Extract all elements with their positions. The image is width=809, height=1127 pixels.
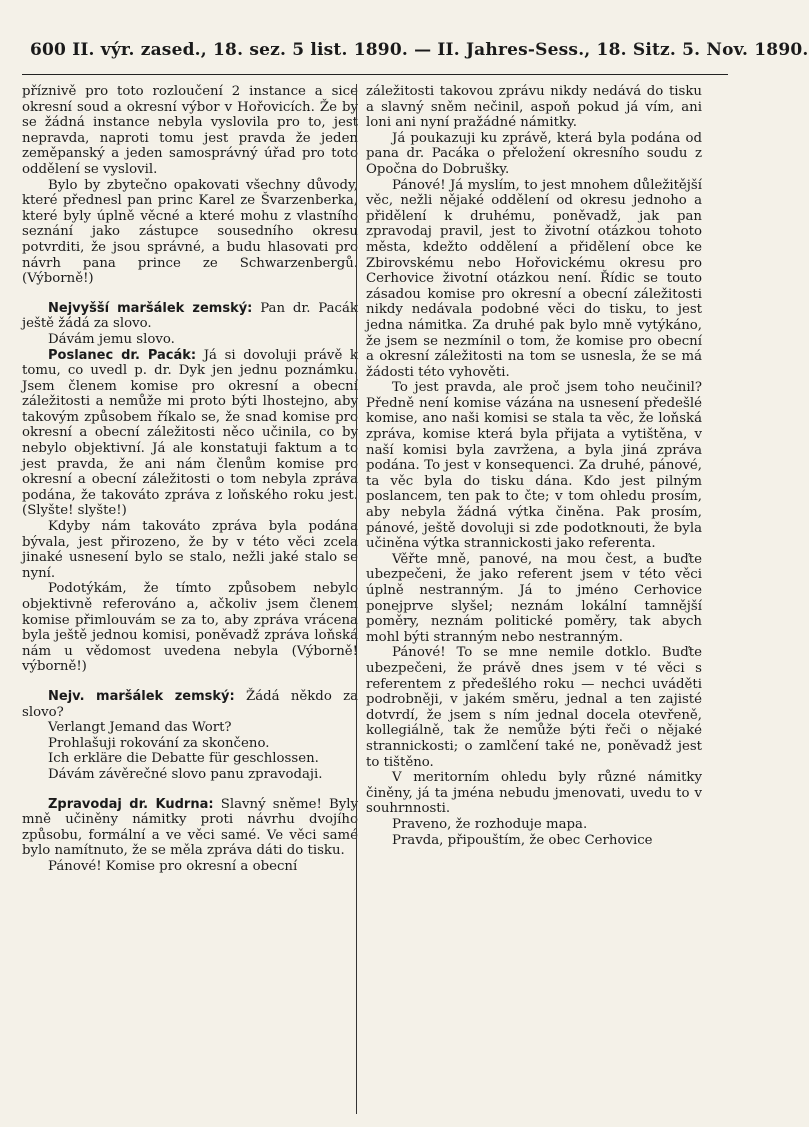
paragraph: Pánové! Já myslím, to jest mnohem důležitější věc, nežli nějaké oddělení od okresu jednoho a přidělení k druhému, poněvadž, jak pan zpravodaj pravil, jest to životní otázkou tohoto města, kdežto oddělení a přidělení obce ke Zbirovskému nebo Hořovickému okresu pro Cerhovice životní otázkou není. Řídic se touto zásadou komise pro okresní a obecní záležitosti nikdy nedávala podobné věci do tisku, to jest jedna námitka. Za druhé pak bylo mně vytýkáno, že jsem se nezmínil o tom, že komise pro obecní a okresní záležitosti na tom se usnesla, že se má žádosti této vyhověti.: [366, 177, 702, 380]
speaker-label: Poslanec dr. Pacák:: [48, 347, 197, 363]
header-rule: [22, 74, 728, 75]
paragraph: Ich erkläre die Debatte für geschlossen.: [48, 751, 319, 767]
speaker-label: Nejvyšší maršálek zemský:: [48, 300, 253, 316]
paragraph: Nejvyšší maršálek zemský: Pan dr. Pacák ještě žádá za slovo.: [22, 300, 358, 332]
paragraph: záležitosti takovou zprávu nikdy nedává do tisku a slavný sněm nečinil, aspoň pokud já vím, ani loni ani nyní pražádné námitky.: [366, 84, 702, 131]
paragraph: Prohlašuji rokování za skončeno.: [48, 735, 270, 751]
paragraph: Já poukazuji ku zprávě, která byla podána od pana dr. Pacáka o přeložení okresního soudu z Opočna do Dobrušky.: [366, 130, 702, 177]
paragraph: příznivě pro toto rozloučení 2 instance a sice okresní soud a okresní výbor v Hořovicích. Že by se žádná instance nebyla vyslovila pro to, jest nepravda, naproti tomu jest pravda že jeden zeměpanský a jeden samosprávný úřad pro toto oddělení se vyslovil.: [22, 84, 358, 177]
paragraph: Pravda, připouštím, že obec Cerhovice: [392, 832, 653, 848]
paragraph: To jest pravda, ale proč jsem toho neučinil? Předně není komise vázána na usnesení předešlé komise, ano naši komisi se stala ta věc, že loňská zpráva, komise která byla přijata a vytištěna, v naší komisi byla zavržena, a byla jiná zpráva podána. To jest v konsequenci. Za druhé, pánové, ta věc byla do tisku dána. Kdo jest pilným poslancem, ten pak to čte; v tom ohledu prosím, aby nebyla žádná výtka činěna. Pak prosím, pánové, ještě dovoluji si zde podotknouti, že byla učiněna výtka strannickosti jako referenta.: [366, 380, 702, 552]
speaker-label: Nejv. maršálek zemský:: [48, 688, 235, 704]
paragraph: Kdyby nám takováto zpráva byla podána bývala, jest přirozeno, že by v této věci zcela jinaké usnesení bylo se stalo, nežli jaké stalo se nyní.: [22, 519, 358, 581]
paragraph: Pánové! Komise pro okresní a obecní: [48, 858, 298, 874]
paragraph: Verlangt Jemand das Wort?: [48, 720, 232, 736]
paragraph: Praveno, že rozhoduje mapa.: [392, 816, 588, 832]
running-header: 600 II. výr. zased., 18. sez. 5 list. 1890. — II. Jahres-Sess., 18. Sitz. 5. Nov. 1890.: [30, 40, 809, 60]
paragraph: Bylo by zbytečno opakovati všechny důvody, které přednesl pan princ Karel ze Švarzenberka, které byly úplně věcné a které mohu z vlastního seznání jako zástupce sousedního okresu potvrditi, že jsou správné, a budu hlasovati pro návrh pana prince ze Schwarzenbergů. (Výborně!): [22, 177, 358, 287]
paragraph: Podotýkám, že tímto způsobem nebylo objektivně referováno a, ačkoliv jsem členem komise přimlouvám se za to, aby zpráva vrácena byla ještě jednou komisi, poněvadž zpráva loňská nám u vědomost uvedena nebyla (Výborně! výborně!): [22, 581, 358, 675]
paragraph: Pánové! To se mne nemile dotklo. Buďte ubezpečeni, že právě dnes jsem v té věci s referentem z předešlého roku — nechci uváděti podrobněji, v jakém směru, jednal a ten zajisté dotvrdí, že jsem s ním jednal docela otevřeně, kollegiálně, tak že nemůže býti řeči o nějaké strannickosti; o zamlčení také ne, poněvadž jest to tištěno.: [366, 645, 702, 770]
paragraph: Dávám jemu slovo.: [48, 331, 175, 347]
paragraph: Věřte mně, panové, na mou čest, a buďte ubezpečeni, že jako referent jsem v této věci úplně nestranným. Já to jméno Cerhovice ponejprve slyšel; neznám lokální tamnější poměry, neznám politické poměry, tak abych mohl býti stranným nebo nestranným.: [366, 551, 702, 645]
right-column: [366, 84, 702, 1114]
paragraph: Nejv. maršálek zemský: Žádá někdo za slovo?: [22, 688, 358, 720]
speaker-label: Zpravodaj dr. Kudrna:: [48, 796, 214, 812]
paragraph: V meritorním ohledu byly různé námitky činěny, já ta jména nebudu jmenovati, uvedu to v souhrnnosti.: [366, 770, 702, 817]
column-divider: [356, 84, 357, 1114]
paragraph: Dávám závěrečné slovo panu zpravodaji.: [48, 766, 323, 782]
paragraph: Zpravodaj dr. Kudrna: Slavný sněme! Byly mně učiněny námitky proti návrhu dvojího způsobu, formální a ve věci samé. Ve věci samé bylo namítnuto, že se měla zpráva dáti do tisku.: [22, 796, 358, 859]
left-column: [22, 84, 358, 1114]
paragraph: Poslanec dr. Pacák: Já si dovoluji právě k tomu, co uvedl p. dr. Dyk jen jednu poznámku. Jsem členem komise pro okresní a obecní záležitosti a nemůže mi proto býti lhostejno, aby takovým způsobem říkalo se, že snad komise pro okresní a obecní záležitosti něco učinila, co by nebylo objektivní. Já ale konstatuji faktum a to jest pravda, že ani nám členům komise pro okresní a obecní záležitosti o tom nebyla zpráva podána, že takováto zpráva z loňského roku jest. (Slyšte! slyšte!): [22, 347, 358, 519]
